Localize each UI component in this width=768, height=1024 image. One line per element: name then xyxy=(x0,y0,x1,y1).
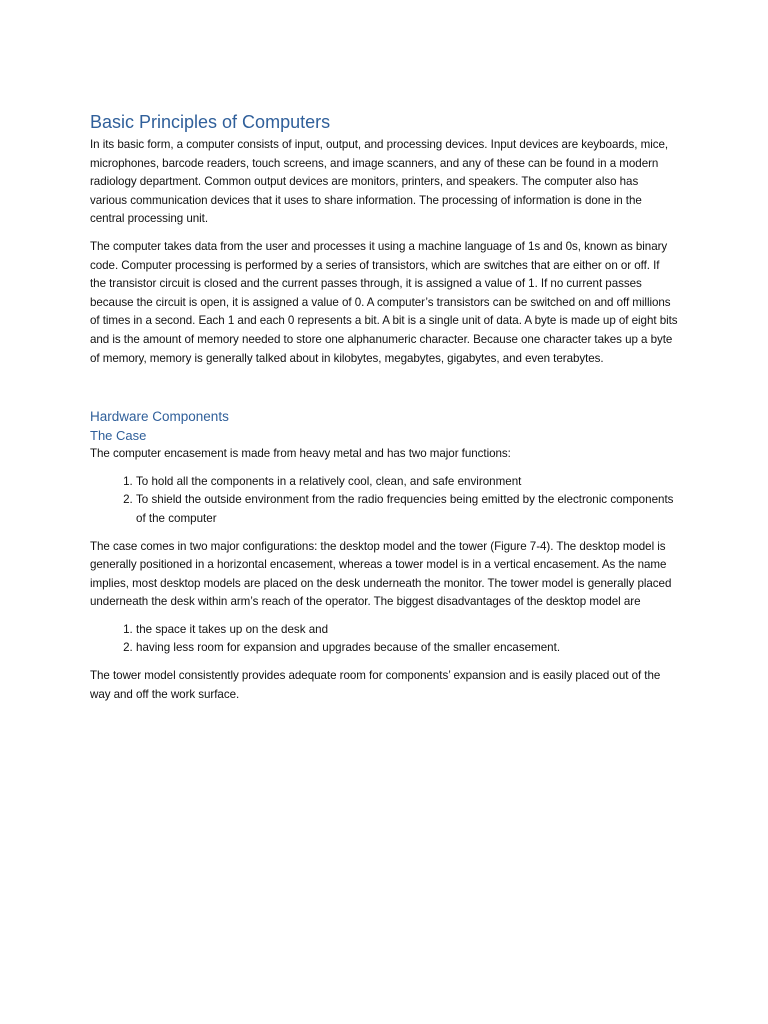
list-item: 1. the space it takes up on the desk and xyxy=(136,621,678,640)
list-item: 2. To shield the outside environment from the radio frequencies being emitted by the electronic components of the computer xyxy=(136,491,678,528)
list-item: 1. To hold all the components in a relatively cool, clean, and safe environment xyxy=(136,473,678,492)
case-configurations-paragraph: The case comes in two major configurations: the desktop model and the tower (Figure 7-4). The desktop model is generally positioned in a horizontal encasement, whereas a tower model is in a vertical encasement. As the name implies, most desktop models are placed on the desk underneath the monitor. The tower model is generally placed underneath the desk within arm’s reach of the operator. The biggest disadvantages of the desktop model are xyxy=(90,539,672,609)
case-intro-paragraph: The computer encasement is made from heavy metal and has two major functions: xyxy=(90,447,511,461)
intro-paragraph-2: The computer takes data from the user and processes it using a machine language of 1s and 0s, known as binary code. Computer processing is performed by a series of transistors, which are switches that are either on or off. If the transistor circuit is closed and the current passes through, it is assigned a value of 1. If no current passes because the circuit is open, it is assigned a value of 0. A computer’s transistors can be switched on and off millions of times in a second. Each 1 and each 0 represents a bit. A bit is a single unit of data. A byte is made up of eight bits and is the amount of memory needed to store one alphanumeric character. Because one character takes up a byte of memory, memory is generally talked about in kilobytes, megabytes, gigabytes, and even terabytes. xyxy=(90,239,678,365)
document-title: Basic Principles of Computers xyxy=(90,112,331,132)
subsection-heading-case: The Case xyxy=(90,428,147,444)
intro-paragraph-1: In its basic form, a computer consists of input, output, and processing devices. Input devices are keyboards, mice, microphones, barcode readers, touch screens, and image scanners, and any of these can be found in a modern radiology department. Common output devices are monitors, printers, and speakers. The computer also has various communication devices that it uses to share information. The processing of information is done in the central processing unit. xyxy=(90,138,669,226)
section-spacer xyxy=(90,377,678,407)
document-page xyxy=(90,110,678,713)
section-heading-hardware: Hardware Components xyxy=(90,409,229,425)
desktop-disadvantages-list xyxy=(90,621,678,658)
case-functions-list xyxy=(90,473,678,529)
tower-summary-paragraph: The tower model consistently provides adequate room for components’ expansion and is easily placed out of the way and off the work surface. xyxy=(90,669,661,701)
list-item: 2. having less room for expansion and upgrades because of the smaller encasement. xyxy=(136,639,678,658)
